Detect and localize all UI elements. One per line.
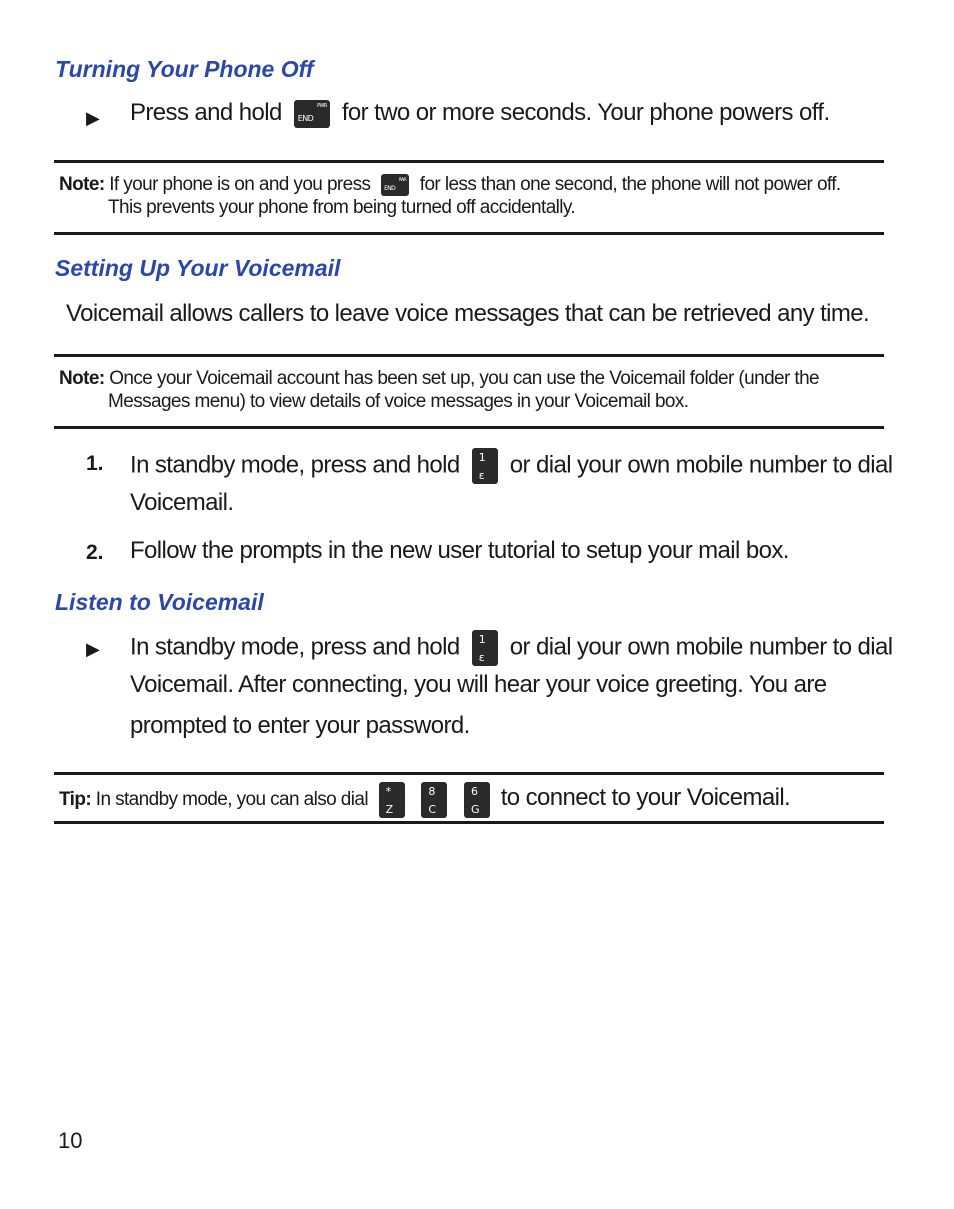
- tip-text: In standby mode, you can also dial: [95, 789, 368, 811]
- key-top-label: *: [385, 785, 391, 798]
- divider: [54, 232, 884, 235]
- divider: [54, 426, 884, 429]
- key-star-icon: [379, 782, 405, 818]
- note-text: Once your Voicemail account has been set up, you can use the Voicemail folder (under the: [109, 368, 820, 389]
- key-bottom-label: C: [428, 803, 436, 816]
- key-top-label: 1: [478, 633, 486, 646]
- intro-paragraph: Voicemail allows callers to leave voice messages that can be retrieved any time.: [66, 300, 870, 327]
- note-text-continued: This prevents your phone from being turned off accidentally.: [108, 197, 576, 218]
- instruction-line: [130, 448, 893, 484]
- end-key-label: END: [384, 185, 396, 192]
- key-1-icon: [472, 448, 498, 484]
- instruction-line: Voicemail.: [130, 489, 234, 516]
- note-block: [59, 174, 841, 196]
- key-bottom-label: ε: [478, 469, 485, 482]
- key-bottom-label: G: [471, 803, 479, 816]
- key-8-icon: [421, 782, 447, 818]
- note-label: Note:: [59, 368, 105, 389]
- step-number: 1.: [86, 452, 104, 475]
- key-bottom-label: Z: [385, 803, 393, 816]
- instruction-line: [130, 99, 830, 128]
- note-block: [59, 368, 819, 390]
- end-key-icon: [381, 174, 409, 196]
- section-heading-setting-up-voicemail: Setting Up Your Voicemail: [55, 255, 341, 281]
- instruction-text: Press and hold: [130, 99, 282, 126]
- instruction-line: Voicemail. After connecting, you will hear your voice greeting. You are: [130, 671, 827, 698]
- note-text: If your phone is on and you press: [109, 174, 371, 196]
- key-bottom-label: ε: [478, 651, 485, 664]
- instruction-text: for two or more seconds. Your phone powers off.: [341, 99, 830, 126]
- end-key-sublabel: PWR: [317, 102, 327, 109]
- divider: [54, 354, 884, 357]
- divider: [54, 160, 884, 163]
- divider: [54, 821, 884, 824]
- key-6-icon: [464, 782, 490, 818]
- tip-label: Tip:: [59, 789, 92, 811]
- instruction-text: In standby mode, press and hold: [130, 451, 460, 479]
- key-top-label: 1: [478, 451, 486, 464]
- bullet-icon: ▶: [86, 639, 100, 659]
- instruction-text: or dial your own mobile number to dial: [509, 451, 893, 479]
- note-text: for less than one second, the phone will not power off.: [419, 174, 841, 196]
- end-key-label: END: [297, 113, 314, 123]
- bullet-icon: ▶: [86, 108, 100, 128]
- instruction-text: In standby mode, press and hold: [130, 633, 460, 661]
- note-label: Note:: [59, 174, 105, 196]
- instruction-line: prompted to enter your password.: [130, 712, 470, 739]
- instruction-line: [130, 630, 893, 666]
- section-heading-listen-voicemail: Listen to Voicemail: [55, 589, 264, 615]
- end-key-sublabel: PWR: [398, 177, 407, 182]
- key-top-label: 8: [428, 785, 435, 798]
- section-heading-turning-off: Turning Your Phone Off: [55, 56, 314, 82]
- page-number: 10: [58, 1128, 83, 1153]
- tip-text: to connect to your Voicemail.: [500, 784, 791, 812]
- key-1-icon: [472, 630, 498, 666]
- instruction-text: or dial your own mobile number to dial: [509, 633, 893, 661]
- end-key-icon: [294, 100, 330, 128]
- note-text-continued: Messages menu) to view details of voice messages in your Voicemail box.: [108, 391, 689, 412]
- step-number: 2.: [86, 541, 104, 564]
- divider: [54, 772, 884, 775]
- instruction-line: Follow the prompts in the new user tutorial to setup your mail box.: [130, 537, 789, 564]
- tip-block: [59, 782, 790, 818]
- key-top-label: 6: [471, 785, 478, 798]
